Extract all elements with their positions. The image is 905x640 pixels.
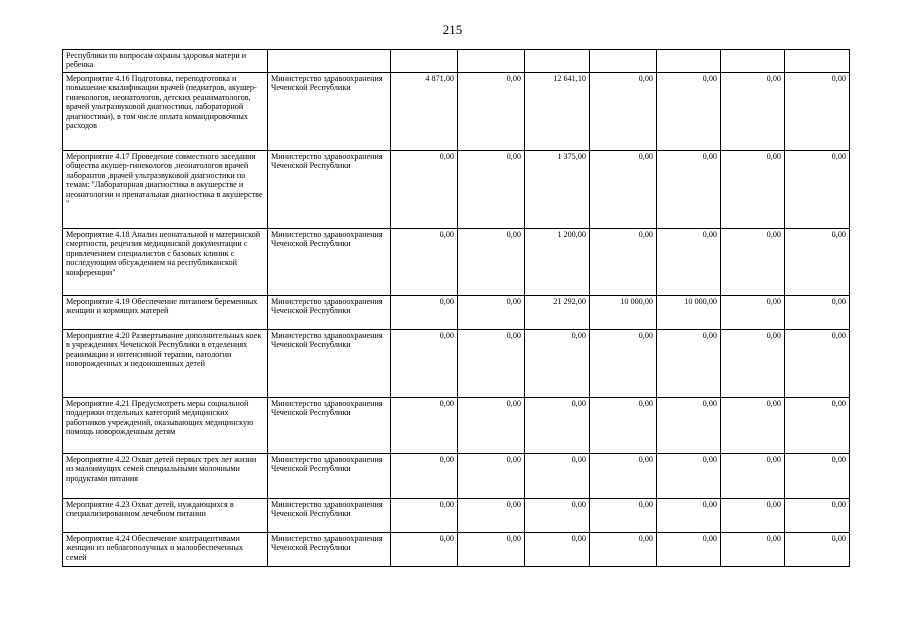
funding-value-cell: 0,00 [721, 454, 785, 499]
table-row [63, 73, 850, 151]
funding-value-cell: 0,00 [525, 533, 590, 567]
funding-value-cell: 0,00 [458, 499, 525, 533]
executor-cell: Министерство здравоохранения Чеченской Республики [268, 454, 391, 499]
table-row [63, 229, 850, 296]
table-row [63, 151, 850, 229]
funding-value-cell [391, 50, 458, 73]
funding-value-cell: 0,00 [391, 499, 458, 533]
funding-value-cell: 0,00 [590, 454, 657, 499]
activity-name-cell: Мероприятие 4.16 Подготовка, переподготовка и повышение квалификации врачей (педиатров, акушер-гинекологов, неонатологов, детских реаниматологов, врачей ультразвуковой диагностики, лабораторной диагностики), в том числе оплата командировочных расходов [63, 73, 268, 151]
funding-value-cell: 0,00 [590, 499, 657, 533]
funding-value-cell: 0,00 [657, 73, 721, 151]
funding-value-cell: 10 000,00 [590, 296, 657, 330]
funding-value-cell [590, 50, 657, 73]
funding-value-cell [785, 50, 850, 73]
funding-value-cell: 0,00 [391, 296, 458, 330]
funding-value-cell: 0,00 [590, 330, 657, 398]
executor-cell: Министерство здравоохранения Чеченской Республики [268, 533, 391, 567]
executor-cell: Министерство здравоохранения Чеченской Республики [268, 330, 391, 398]
funding-value-cell: 0,00 [721, 499, 785, 533]
funding-value-cell: 0,00 [785, 151, 850, 229]
executor-cell: Министерство здравоохранения Чеченской Республики [268, 229, 391, 296]
activity-name-cell: Республики по вопросам охраны здоровья матери и ребенка [63, 50, 268, 73]
funding-value-cell: 1 375,00 [525, 151, 590, 229]
funding-value-cell: 0,00 [590, 73, 657, 151]
funding-value-cell: 0,00 [657, 454, 721, 499]
activity-name-cell: Мероприятие 4.22 Охват детей первых трех лет жизни из малоимущих семей специальными молочными продуктами питания [63, 454, 268, 499]
funding-value-cell: 0,00 [785, 499, 850, 533]
funding-value-cell: 0,00 [721, 330, 785, 398]
funding-value-cell: 0,00 [458, 454, 525, 499]
activity-name-cell: Мероприятие 4.24 Обеспечение контрацептивами женщин из неблагополучных и малообеспеченных семей [63, 533, 268, 567]
funding-value-cell: 0,00 [590, 533, 657, 567]
funding-value-cell: 0,00 [590, 398, 657, 454]
funding-value-cell: 0,00 [721, 398, 785, 454]
funding-value-cell: 0,00 [657, 151, 721, 229]
table-row [63, 499, 850, 533]
funding-value-cell: 0,00 [391, 398, 458, 454]
funding-value-cell: 0,00 [785, 533, 850, 567]
executor-cell: Министерство здравоохранения Чеченской Республики [268, 296, 391, 330]
funding-value-cell: 0,00 [391, 533, 458, 567]
funding-value-cell: 0,00 [657, 330, 721, 398]
funding-value-cell: 0,00 [657, 398, 721, 454]
funding-value-cell: 1 200,00 [525, 229, 590, 296]
funding-value-cell: 0,00 [721, 151, 785, 229]
funding-value-cell: 4 871,00 [391, 73, 458, 151]
funding-value-cell [525, 50, 590, 73]
funding-value-cell: 0,00 [657, 499, 721, 533]
funding-value-cell: 0,00 [590, 229, 657, 296]
funding-value-cell: 0,00 [525, 330, 590, 398]
funding-value-cell: 0,00 [391, 151, 458, 229]
executor-cell: Министерство здравоохранения Чеченской Республики [268, 398, 391, 454]
funding-value-cell: 10 000,00 [657, 296, 721, 330]
table-row [63, 50, 850, 73]
activity-name-cell: Мероприятие 4.20 Развертывание дополнительных коек в учреждениях Чеченской Республики в отделениях реанимации и интенсивной терапии, патологии новорожденных и недоношенных детей [63, 330, 268, 398]
activity-name-cell: Мероприятие 4.23 Охват детей, нуждающихся в специализированном лечебном питании [63, 499, 268, 533]
table-row [63, 533, 850, 567]
funding-value-cell: 0,00 [391, 330, 458, 398]
executor-cell: Министерство здравоохранения Чеченской Республики [268, 151, 391, 229]
funding-value-cell: 0,00 [657, 533, 721, 567]
funding-value-cell: 21 292,00 [525, 296, 590, 330]
funding-value-cell [657, 50, 721, 73]
executor-cell: Министерство здравоохранения Чеченской Республики [268, 73, 391, 151]
activity-name-cell: Мероприятие 4.18 Анализ неонатальной и материнской смертности, рецензия медицинской документации с привлечением специалистов с базовых клиник с последующим обсуждением на республиканской конференции" [63, 229, 268, 296]
funding-value-cell [458, 50, 525, 73]
funding-value-cell: 0,00 [785, 229, 850, 296]
funding-value-cell: 0,00 [391, 454, 458, 499]
funding-value-cell: 0,00 [785, 73, 850, 151]
funding-value-cell: 12 641,10 [525, 73, 590, 151]
executor-cell: Министерство здравоохранения Чеченской Республики [268, 499, 391, 533]
funding-value-cell: 0,00 [657, 229, 721, 296]
funding-value-cell: 0,00 [458, 229, 525, 296]
funding-value-cell: 0,00 [721, 533, 785, 567]
funding-value-cell: 0,00 [785, 454, 850, 499]
activity-name-cell: Мероприятие 4.17 Проведение совместного заседания общества акушер-гинекологов ,неонатологов врачей лаборантов ,врачей ультразвуковой диагностики по темам: "Лабораторная диагностика в акушерстве и неонатологии и пренатальная диагностика в акушерстве " [63, 151, 268, 229]
activity-name-cell: Мероприятие 4.19 Обеспечение питанием беременных женщин и кормящих матерей [63, 296, 268, 330]
funding-value-cell: 0,00 [721, 296, 785, 330]
funding-value-cell: 0,00 [785, 330, 850, 398]
funding-value-cell: 0,00 [458, 533, 525, 567]
table-row [63, 296, 850, 330]
funding-value-cell: 0,00 [525, 398, 590, 454]
funding-value-cell: 0,00 [785, 398, 850, 454]
funding-value-cell: 0,00 [391, 229, 458, 296]
funding-value-cell: 0,00 [721, 229, 785, 296]
program-table [62, 49, 850, 567]
table-row [63, 454, 850, 499]
funding-value-cell: 0,00 [785, 296, 850, 330]
funding-value-cell: 0,00 [525, 454, 590, 499]
funding-value-cell: 0,00 [458, 151, 525, 229]
funding-value-cell: 0,00 [458, 398, 525, 454]
table-row [63, 398, 850, 454]
funding-value-cell: 0,00 [590, 151, 657, 229]
funding-value-cell: 0,00 [458, 73, 525, 151]
funding-value-cell [721, 50, 785, 73]
funding-value-cell: 0,00 [458, 330, 525, 398]
funding-value-cell: 0,00 [721, 73, 785, 151]
table-row [63, 330, 850, 398]
page-number: 215 [442, 22, 463, 37]
funding-value-cell: 0,00 [525, 499, 590, 533]
funding-value-cell: 0,00 [458, 296, 525, 330]
activity-name-cell: Мероприятие 4.21 Предусмотреть меры социальной поддержки отдельных категорий медицинских работников учреждений, оказывающих медицинскую помощь новорожденным детям [63, 398, 268, 454]
executor-cell [268, 50, 391, 73]
